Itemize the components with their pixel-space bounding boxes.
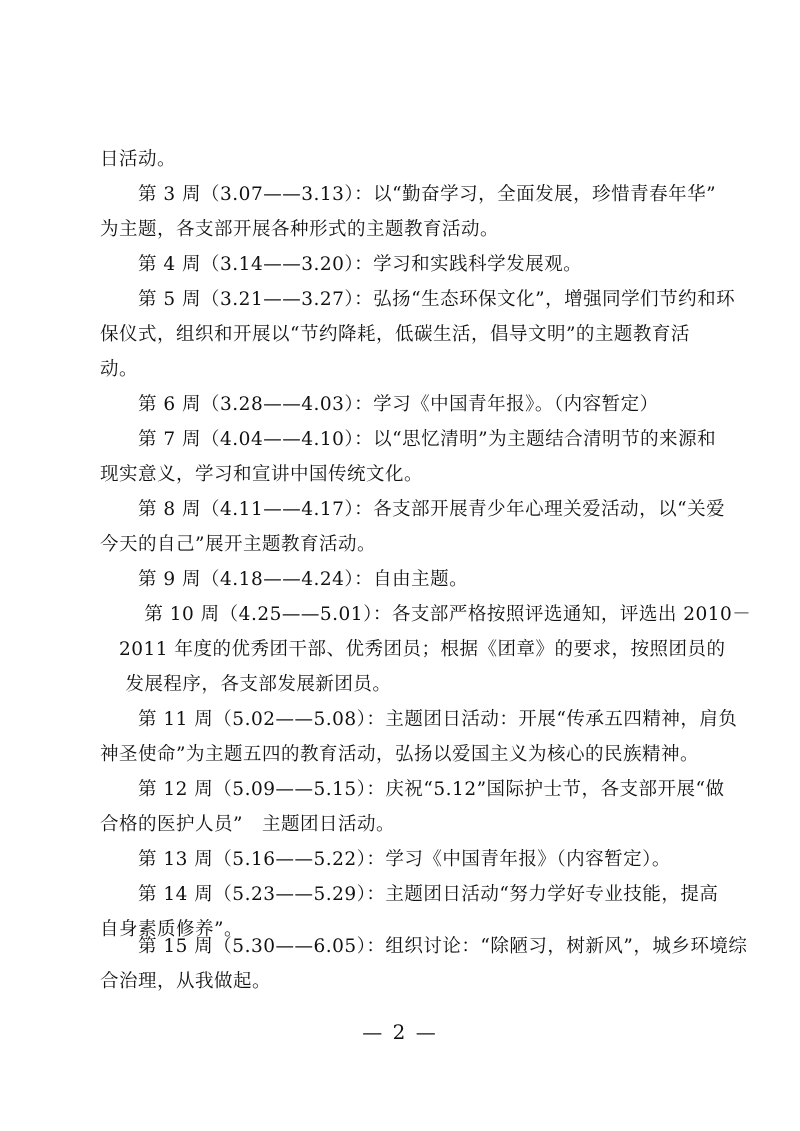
text-line: 第 3 周（3.07——3.13）：以“勤奋学习，全面发展，珍惜青春年华” xyxy=(100,184,717,205)
paragraph-week-11 xyxy=(100,702,738,772)
text-line: 发展程序，各支部发展新团员。 xyxy=(100,674,392,695)
text-line: 第 11 周（5.02——5.08）：主题团日活动：开展“传承五四精神，肩负 xyxy=(100,709,738,730)
text-line: 动。 xyxy=(100,359,139,380)
text-line: 为主题，各支部开展各种形式的主题教育活动。 xyxy=(100,219,500,240)
text-line: 第 4 周（3.14——3.20）：学习和实践科学发展观。 xyxy=(100,254,583,275)
paragraph-week-13 xyxy=(100,842,700,877)
text-line: 现实意义，学习和宣讲中国传统文化。 xyxy=(100,464,424,485)
text-line: 日活动。 xyxy=(100,149,177,170)
text-line: 第 12 周（5.09——5.15）：庆祝“5.12”国际护士节，各支部开展“做 xyxy=(100,779,725,800)
paragraph-week-7 xyxy=(100,422,717,492)
text-line: 今天的自己”展开主题教育活动。 xyxy=(100,534,376,555)
text-line: 2011 年度的优秀团干部、优秀团员；根据《团章》的要求，按照团员的 xyxy=(100,639,726,660)
text-line: 第 9 周（4.18——4.24）：自由主题。 xyxy=(100,569,469,590)
paragraph-week-6 xyxy=(100,387,700,422)
text-line: 保仪式，组织和开展以“节约降耗，低碳生活，倡导文明”的主题教育活 xyxy=(100,324,690,345)
paragraph-week-3 xyxy=(100,177,717,247)
text-line: 第 15 周（5.30——6.05）：组织讨论：“除陋习，树新风”，城乡环境综 xyxy=(100,936,748,957)
text-line: 合治理，从我做起。 xyxy=(100,971,272,992)
text-line: 第 8 周（4.11——4.17）：各支部开展青少年心理关爱活动，以“关爱 xyxy=(100,499,726,520)
paragraph-week-8 xyxy=(100,492,726,562)
text-line: 合格的医护人员” 主题团日活动。 xyxy=(100,814,395,835)
paragraph-continuation xyxy=(100,142,700,177)
text-line: 第 13 周（5.16——5.22）：学习《中国青年报》（内容暂定）。 xyxy=(100,849,671,870)
paragraph-week-9 xyxy=(100,562,700,597)
text-line: 第 6 周（3.28——4.03）：学习《中国青年报》。（内容暂定） xyxy=(100,394,659,415)
paragraph-week-10 xyxy=(100,597,752,702)
paragraph-week-12 xyxy=(100,772,725,842)
text-line: 第 10 周（4.25——5.01）：各支部严格按照评选通知，评选出 2010－ xyxy=(100,604,752,625)
text-line: 第 5 周（3.21——3.27）：弘扬“生态环保文化”，增强同学们节约和环 xyxy=(100,289,736,310)
page-number: — 2 — xyxy=(362,1020,438,1044)
text-line: 第 14 周（5.23——5.29）：主题团日活动“努力学好专业技能，提高 xyxy=(100,884,719,905)
text-line: 自身素质修养”。 xyxy=(100,919,243,940)
text-line: 神圣使命”为主题五四的教育活动，弘扬以爱国主义为核心的民族精神。 xyxy=(100,744,699,765)
paragraph-week-5 xyxy=(100,282,736,387)
paragraph-week-15 xyxy=(100,929,748,999)
text-line: 第 7 周（4.04——4.10）：以“思忆清明”为主题结合清明节的来源和 xyxy=(100,429,717,450)
paragraph-week-4 xyxy=(100,247,700,282)
